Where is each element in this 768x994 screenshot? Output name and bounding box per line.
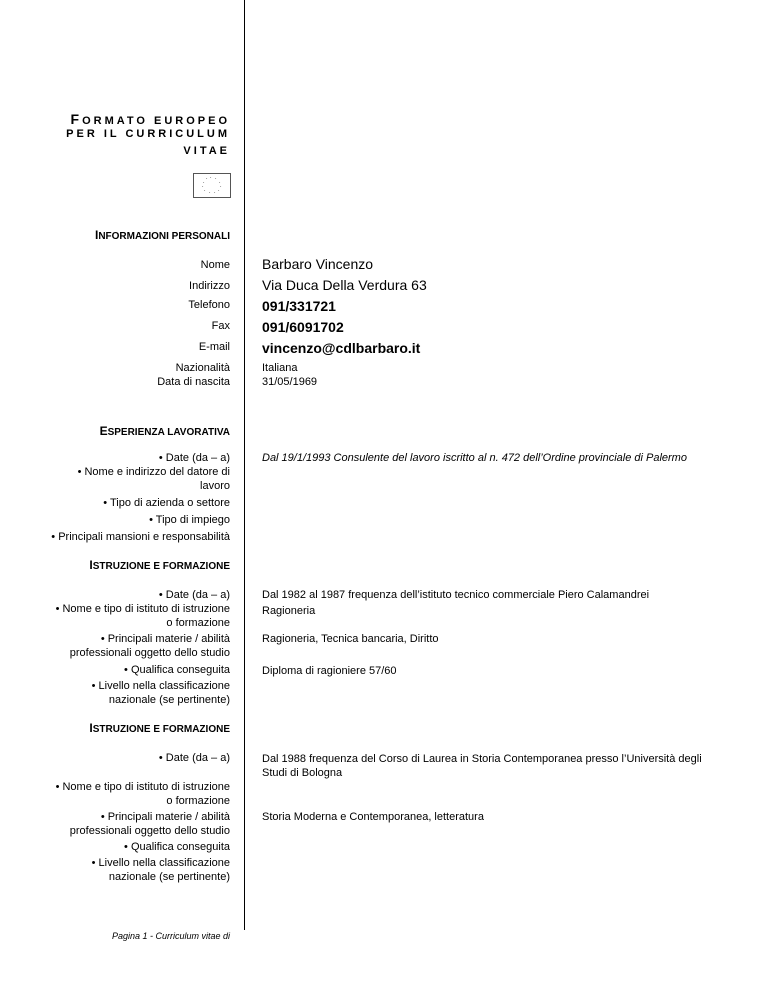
column-divider [244,0,245,930]
field-label-email: E-mail [198,341,230,353]
work-label-dates: • Date (da – a) [158,452,230,464]
education-heading-2: ISTRUZIONE E FORMAZIONE [89,721,230,735]
field-value-name: Barbaro Vincenzo [262,256,374,272]
work-label-duties: • Principali mansioni e responsabilità [51,531,230,543]
edu2-label-subjects-cont: professionali oggetto dello studio [69,825,230,837]
field-label-birthdate: Data di nascita [157,376,230,388]
edu2-value-dates: Dal 1988 frequenza del Corso di Laurea in Storia Contemporanea presso l’Università degli Studi di Bologna [262,753,702,779]
work-label-employer-cont: lavoro [200,480,230,492]
edu1-label-institute: • Nome e tipo di istituto di istruzione [55,603,230,615]
edu1-label-qualification: • Qualifica conseguita [124,664,230,676]
edu1-label-level: • Livello nella classificazione [91,680,230,692]
edu2-value-subjects: Storia Moderna e Contemporanea, letteratura [262,811,484,823]
edu1-value-institute: Ragioneria [262,605,316,617]
work-label-employer: • Nome e indirizzo del datore di [77,466,230,478]
personal-info-heading: INFORMAZIONI PERSONALI [94,228,230,242]
edu2-label-subjects: • Principali materie / abilità [100,811,230,823]
cv-title-line3: VITAE [183,145,230,157]
edu2-label-level: • Livello nella classificazione [91,857,230,869]
field-value-phone: 091/331721 [262,298,336,314]
work-label-job-type: • Tipo di impiego [149,514,230,526]
edu1-label-level-cont: nazionale (se pertinente) [108,694,230,706]
field-value-email: vincenzo@cdlbarbaro.it [262,340,421,356]
work-label-sector: • Tipo di azienda o settore [103,497,230,509]
field-value-address: Via Duca Della Verdura 63 [262,277,427,293]
field-value-nationality: Italiana [262,362,298,374]
field-label-name: Nome [200,259,230,271]
edu1-value-dates: Dal 1982 al 1987 frequenza dell’istituto tecnico commerciale Piero Calamandrei [262,589,650,601]
work-experience-heading: ESPERIENZA LAVORATIVA [99,424,230,438]
edu1-label-subjects-cont: professionali oggetto dello studio [69,647,230,659]
work-value: Dal 19/1/1993 Consulente del lavoro iscritto al n. 472 dell’Ordine provinciale di Palermo [262,452,687,464]
cv-title-line1: FORMATO EUROPEO [70,111,230,127]
edu2-label-dates: • Date (da – a) [158,752,230,764]
field-label-address: Indirizzo [189,280,230,292]
field-label-nationality: Nazionalità [175,362,230,374]
edu1-label-institute-cont: o formazione [166,617,230,629]
edu2-label-qualification: • Qualifica conseguita [124,841,230,853]
edu2-label-level-cont: nazionale (se pertinente) [108,871,230,883]
edu2-label-institute: • Nome e tipo di istituto di istruzione [55,781,230,793]
cv-title-line2: PER IL CURRICULUM [66,128,230,140]
field-label-fax: Fax [211,320,230,332]
edu1-label-subjects: • Principali materie / abilità [100,633,230,645]
field-label-phone: Telefono [188,299,230,311]
edu1-label-dates: • Date (da – a) [158,589,230,601]
edu1-value-qualification: Diploma di ragioniere 57/60 [262,665,397,677]
edu1-value-subjects: Ragioneria, Tecnica bancaria, Diritto [262,633,439,645]
field-value-birthdate: 31/05/1969 [262,376,318,388]
page-footer: Pagina 1 - Curriculum vitae di [111,931,230,941]
field-value-fax: 091/6091702 [262,319,344,335]
edu2-label-institute-cont: o formazione [166,795,230,807]
education-heading-1: ISTRUZIONE E FORMAZIONE [89,558,230,572]
eu-flag-icon: * * * * * * * * * * * [193,173,231,198]
